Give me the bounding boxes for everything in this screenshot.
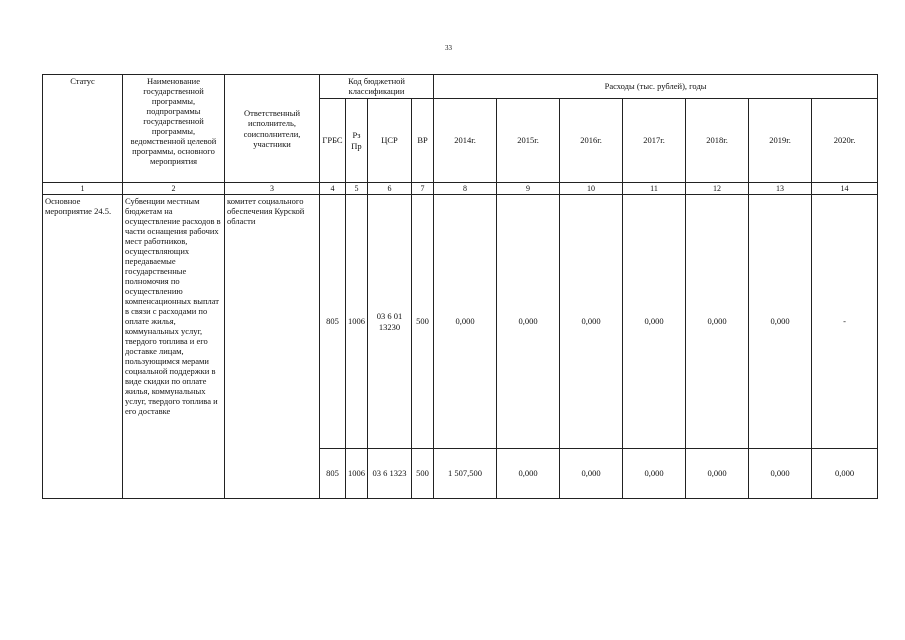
column-number: 3 — [225, 183, 320, 195]
header-vr: ВР — [412, 99, 434, 183]
column-number: 7 — [412, 183, 434, 195]
cell-rzpr: 1006 — [346, 195, 368, 449]
header-year: 2019г. — [749, 99, 812, 183]
cell-value: 0,000 — [560, 195, 623, 449]
header-expenses: Расходы (тыс. рублей), годы — [434, 75, 878, 99]
row-executor: комитет социального обеспечения Курской области — [225, 195, 320, 499]
cell-rzpr: 1006 — [346, 449, 368, 499]
table-row — [43, 195, 878, 449]
column-number: 12 — [686, 183, 749, 195]
column-number: 8 — [434, 183, 497, 195]
header-csr: ЦСР — [368, 99, 412, 183]
cell-value: 0,000 — [560, 449, 623, 499]
row-status: Основное мероприятие 24.5. — [43, 195, 123, 499]
header-rzpr: Рз Пр — [346, 99, 368, 183]
cell-value: 0,000 — [749, 195, 812, 449]
header-year: 2014г. — [434, 99, 497, 183]
header-row-1 — [43, 75, 878, 99]
column-number: 10 — [560, 183, 623, 195]
cell-value: 0,000 — [812, 449, 878, 499]
column-number: 13 — [749, 183, 812, 195]
cell-csr: 03 6 01 13230 — [368, 195, 412, 449]
cell-vr: 500 — [412, 449, 434, 499]
cell-value: 0,000 — [497, 195, 560, 449]
cell-value: 0,000 — [497, 449, 560, 499]
cell-grbs: 805 — [320, 449, 346, 499]
page-number: 33 — [445, 44, 452, 52]
header-grbs: ГРБС — [320, 99, 346, 183]
column-number: 14 — [812, 183, 878, 195]
header-year: 2020г. — [812, 99, 878, 183]
column-number: 1 — [43, 183, 123, 195]
cell-value: 0,000 — [686, 195, 749, 449]
row-name: Субвенции местным бюджетам на осуществление расходов в части оснащения рабочих мест работников, осуществляющих передаваемые государственные полномочия по осуществлению компенсационных выплат в связи с расходами по оплате жилья, коммунальных услуг, твердого топлива и его доставке лицам, пользующимся мерами социальной поддержки в виде скидки по оплате жилья, коммунальных услуг, твердого топлива и его доставке — [123, 195, 225, 499]
header-year: 2016г. — [560, 99, 623, 183]
cell-value: 0,000 — [434, 195, 497, 449]
cell-value: 0,000 — [623, 449, 686, 499]
column-number: 6 — [368, 183, 412, 195]
header-budget-code: Код бюджетной классификации — [320, 75, 434, 99]
header-year: 2017г. — [623, 99, 686, 183]
cell-value: - — [812, 195, 878, 449]
header-name: Наименование государственной программы, подпрограммы государственной программы, ведомственной целевой программы, основного мероприятия — [123, 75, 225, 183]
column-number-row — [43, 183, 878, 195]
column-number: 2 — [123, 183, 225, 195]
header-year: 2018г. — [686, 99, 749, 183]
cell-csr: 03 6 1323 — [368, 449, 412, 499]
cell-value: 0,000 — [623, 195, 686, 449]
cell-value: 0,000 — [749, 449, 812, 499]
cell-value: 0,000 — [686, 449, 749, 499]
header-status: Статус — [43, 75, 123, 183]
budget-table — [42, 74, 878, 499]
column-number: 11 — [623, 183, 686, 195]
cell-vr: 500 — [412, 195, 434, 449]
cell-grbs: 805 — [320, 195, 346, 449]
column-number: 5 — [346, 183, 368, 195]
header-year: 2015г. — [497, 99, 560, 183]
column-number: 4 — [320, 183, 346, 195]
cell-value: 1 507,500 — [434, 449, 497, 499]
header-executor: Ответственный исполнитель, соисполнители, участники — [225, 75, 320, 183]
column-number: 9 — [497, 183, 560, 195]
